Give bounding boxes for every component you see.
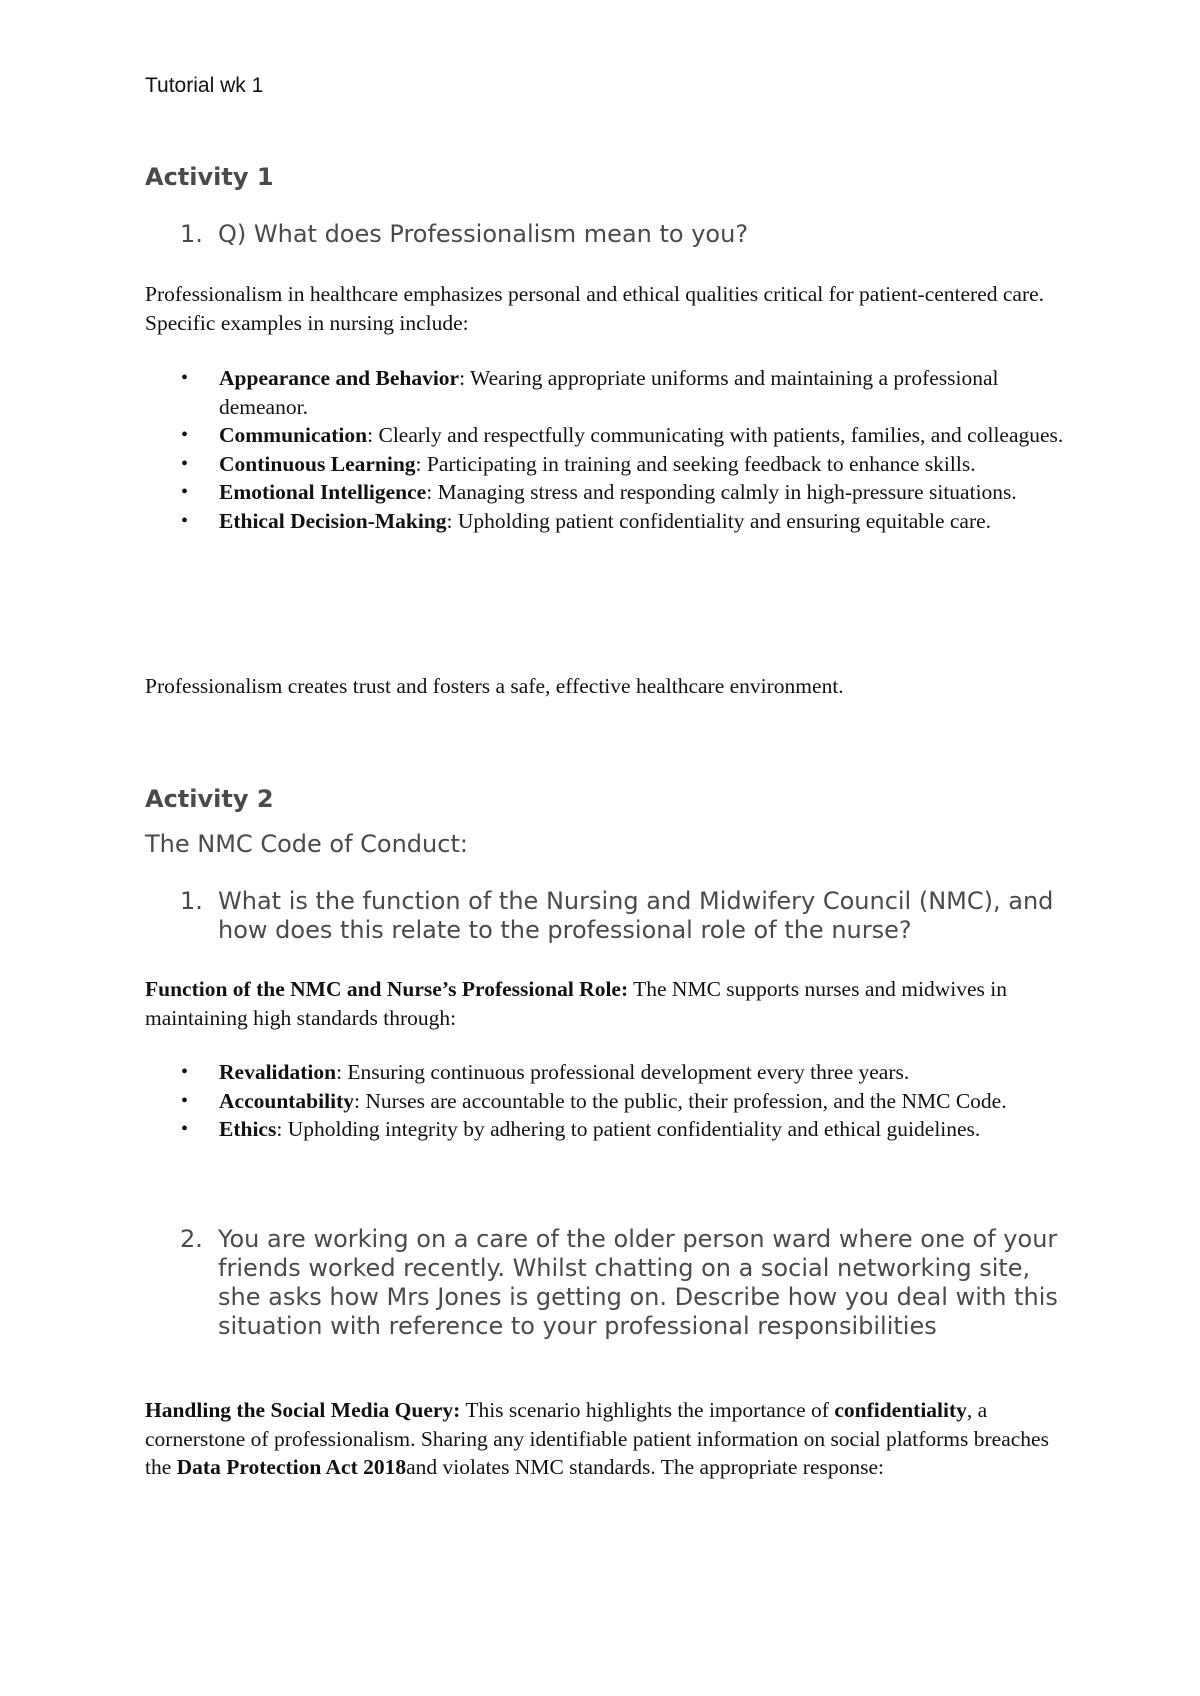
activity-1-question — [180, 220, 1078, 249]
list-item — [0, 450, 1079, 479]
list-item-text: : Clearly and respectfully communicating with patients, families, and colleagues. — [367, 423, 1064, 447]
question-number: 1. — [180, 887, 203, 915]
list-item-text: : Upholding integrity by adhering to patient confidentiality and ethical guidelines. — [276, 1117, 981, 1141]
activity-2-question-1 — [180, 887, 1078, 945]
bullet-icon: • — [181, 509, 189, 532]
list-item-term: Accountability — [219, 1088, 354, 1113]
answer-text: , a cornerstone of professionalism. Sharing any identifiable patient information on social platforms breaches the — [145, 1398, 1049, 1479]
question-text: You are working on a care of the older person ward where one of your friends worked recently. Whilst chatting on a social networking site, she asks how Mrs Jones is getting on. Describe how you deal with this situation with reference to your professional responsibilities — [218, 1225, 1058, 1340]
activity-2-subheading: The NMC Code of Conduct: — [145, 830, 468, 858]
bullet-icon: • — [181, 1118, 189, 1140]
activity-2-list — [0, 1058, 1079, 1144]
document-title: Tutorial wk 1 — [145, 74, 264, 97]
answer-text: The NMC supports nurses and midwives in maintaining high standards through: — [145, 977, 1007, 1030]
activity-1-heading: Activity 1 — [145, 163, 274, 191]
activity-1-conclusion: Professionalism creates trust and fosters a safe, effective healthcare environment. — [145, 674, 844, 698]
list-item — [0, 1087, 1079, 1116]
question-text: What is the function of the Nursing and Midwifery Council (NMC), and how does this relate to the professional role of the nurse? — [218, 887, 1054, 944]
list-item — [0, 364, 1079, 421]
keyword-confidentiality: confidentiality — [834, 1398, 967, 1422]
answer-lead: Function of the NMC and Nurse’s Professional Role: — [145, 977, 629, 1001]
activity-1-list — [0, 364, 1079, 535]
activity-2-question-2 — [180, 1225, 1078, 1341]
question-number: 1. — [180, 220, 203, 248]
list-item-term: Ethical Decision-Making — [219, 508, 447, 533]
bullet-icon: • — [181, 424, 189, 446]
list-item-term: Continuous Learning — [219, 451, 416, 476]
list-item-term: Ethics — [219, 1117, 277, 1141]
list-item — [0, 421, 1079, 450]
bullet-icon: • — [181, 1089, 189, 1112]
answer-text: This scenario highlights the importance of — [460, 1398, 835, 1422]
list-item-term: Communication — [219, 423, 368, 447]
activity-1-intro: Professionalism in healthcare emphasizes personal and ethical qualities critical for patient-centered care. Specific examples in nursing include: — [145, 282, 1045, 335]
list-item — [0, 1115, 1079, 1144]
list-item-text: : Managing stress and responding calmly in high-pressure situations. — [426, 480, 1017, 504]
bullet-icon: • — [181, 1061, 189, 1083]
list-item-text: : Ensuring continuous professional development every three years. — [336, 1060, 910, 1084]
activity-2-answer-2 — [145, 1396, 1065, 1482]
question-text: Q) What does Professionalism mean to you? — [218, 220, 749, 248]
list-item-text: : Nurses are accountable to the public, their profession, and the NMC Code. — [353, 1088, 1007, 1113]
bullet-icon: • — [181, 367, 189, 389]
activity-2-heading: Activity 2 — [145, 785, 274, 813]
list-item-term: Appearance and Behavior — [219, 366, 460, 390]
keyword-data-protection-act: Data Protection Act 2018 — [176, 1455, 407, 1479]
list-item-term: Revalidation — [219, 1060, 337, 1084]
list-item-text: : Participating in training and seeking feedback to enhance skills. — [415, 451, 976, 476]
answer-lead: Handling the Social Media Query: — [145, 1398, 461, 1422]
bullet-icon: • — [181, 452, 189, 475]
answer-text: and violates NMC standards. The appropriate response: — [406, 1455, 885, 1479]
list-item — [0, 507, 1079, 536]
list-item-text: : Wearing appropriate uniforms and maintaining a professional demeanor. — [219, 366, 999, 419]
question-number: 2. — [180, 1225, 203, 1253]
list-item — [0, 478, 1079, 507]
list-item-term: Emotional Intelligence — [219, 480, 427, 504]
list-item-text: : Upholding patient confidentiality and ensuring equitable care. — [446, 508, 992, 533]
list-item — [0, 1058, 1079, 1087]
bullet-icon: • — [181, 481, 189, 503]
activity-2-answer-1 — [145, 975, 1065, 1032]
